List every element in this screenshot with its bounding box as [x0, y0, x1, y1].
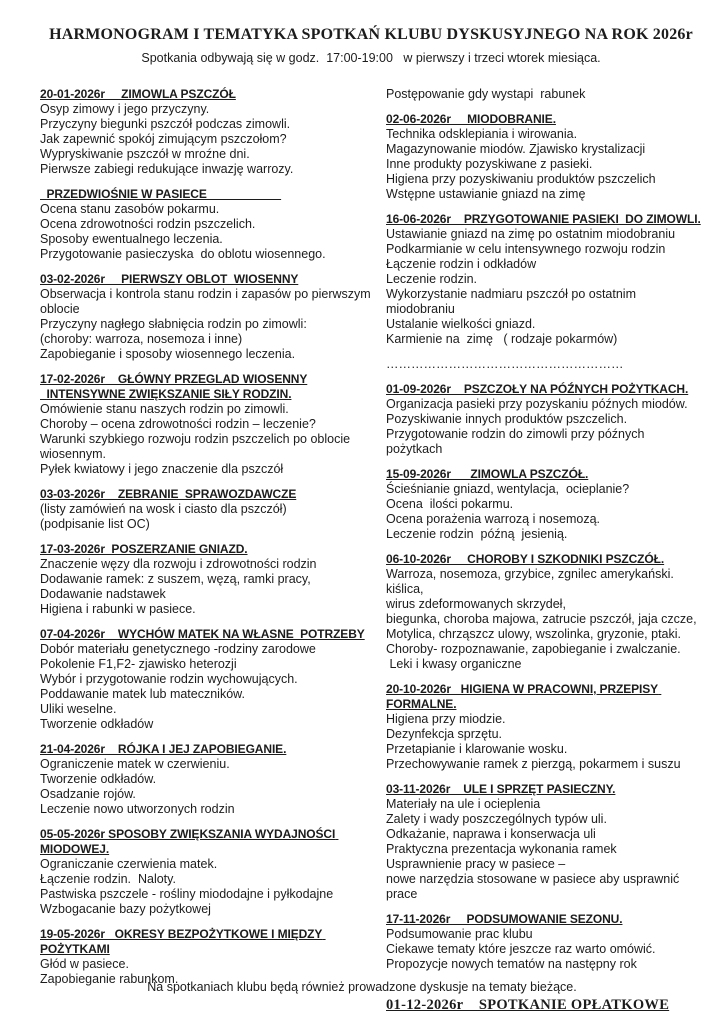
section-line: Ograniczenie matek w czerwieniu.	[40, 757, 230, 771]
schedule-section	[40, 827, 378, 917]
section-line: (listy zamówień na wosk i ciasto dla pszczół)	[40, 502, 287, 516]
section-heading: 21-04-2026r RÓJKA I JEJ ZAPOBIEGANIE.	[40, 742, 287, 756]
section-line: Pyłek kwiatowy i jego znaczenie dla pszczół	[40, 462, 284, 476]
section-line: Ocena ilości pokarmu.	[386, 497, 514, 511]
section-heading: 03-11-2026r ULE I SPRZĘT PASIECZNY.	[386, 782, 616, 796]
section-line: Technika odsklepiania i wirowania.	[386, 127, 578, 141]
right-column	[386, 87, 702, 1023]
section-heading: PRZEDWIOŚNIE W PASIECE	[40, 187, 282, 201]
section-line: Higiena i rabunki w pasiece.	[40, 602, 196, 616]
section-line: Podsumowanie prac klubu	[386, 927, 533, 941]
section-line: Jak zapewnić spokój zimującym pszczołom?	[40, 132, 287, 146]
schedule-section	[386, 112, 702, 202]
section-line: Ciekawe tematy które jeszcze raz warto omówić.	[386, 942, 656, 956]
section-line: Dobór materiału genetycznego -rodziny zarodowe	[40, 642, 316, 656]
schedule-section	[40, 272, 378, 362]
section-line: Ścieśnianie gniazd, wentylacja, ocieplanie?	[386, 482, 630, 496]
section-heading: 20-01-2026r ZIMOWLA PSZCZÓŁ	[40, 87, 236, 101]
section-line: Praktyczna prezentacja wykonania ramek	[386, 842, 617, 856]
section-line: Wypryskiwanie pszczół w mroźne dni.	[40, 147, 250, 161]
section-line: Przygotowanie pasieczyska do oblotu wiosennego.	[40, 247, 326, 261]
schedule-section	[386, 998, 702, 1013]
section-line: Wykorzystanie nadmiaru pszczół po ostatnim miodobraniu	[386, 287, 640, 316]
section-heading: 15-09-2026r ZIMOWLA PSZCZÓŁ.	[386, 467, 589, 481]
section-line: Dezynfekcja sprzętu.	[386, 727, 503, 741]
section-line: Dodawanie ramek: z suszem, węzą, ramki pracy,	[40, 572, 311, 586]
section-line: Usprawnienie pracy w pasiece –	[386, 857, 566, 871]
schedule-section	[40, 542, 378, 617]
section-line: Wzbogacanie bazy pożytkowej	[40, 902, 211, 916]
section-line: Ograniczanie czerwienia matek.	[40, 857, 218, 871]
section-line: oblocie	[40, 302, 80, 316]
section-line: Przyczyny biegunki pszczół podczas zimowli.	[40, 117, 291, 131]
section-line: Tworzenie odkładów	[40, 717, 154, 731]
section-line: Warroza, nosemoza, grzybice, zgnilec amerykański. kiślica,	[386, 567, 678, 596]
section-line: Pastwiska pszczele - rośliny miododajne i pyłkodajne	[40, 887, 334, 901]
section-line: Leczenie nowo utworzonych rodzin	[40, 802, 235, 816]
section-line: Warunki szybkiego rozwoju rodzin pszczelich po oblocie	[40, 432, 351, 446]
section-line: Higiena przy pozyskiwaniu produktów pszczelich	[386, 172, 656, 186]
section-line: (podpisanie list OC)	[40, 517, 150, 531]
section-line: Łączenie rodzin. Naloty.	[40, 872, 176, 886]
schedule-section	[386, 212, 702, 347]
section-line: Higiena przy miodzie.	[386, 712, 506, 726]
section-line: Znaczenie węzy dla rozwoju i zdrowotności rodzin	[40, 557, 317, 571]
section-line: Leczenie rodzin późną jesienią.	[386, 527, 568, 541]
schedule-section	[386, 357, 702, 372]
section-line: Leki i kwasy organiczne	[386, 657, 522, 671]
section-line: Wstępne ustawianie gniazd na zimę	[386, 187, 586, 201]
section-line: (choroby: warroza, nosemoza i inne)	[40, 332, 243, 346]
section-heading: 07-04-2026r WYCHÓW MATEK NA WŁASNE POTRZEBY	[40, 627, 365, 641]
section-line: nowe narzędzia stosowane w pasiece aby usprawnić prace	[386, 872, 683, 901]
section-line: Głód w pasiece.	[40, 957, 129, 971]
schedule-section	[386, 382, 702, 457]
section-line: Ocena zdrowotności rodzin pszczelich.	[40, 217, 256, 231]
section-line: Przetapianie i klarowanie wosku.	[386, 742, 568, 756]
section-line: Choroby- rozpoznawanie, zapobieganie i zwalczanie.	[386, 642, 681, 656]
section-line: Obserwacja i kontrola stanu rodzin i zapasów po pierwszym	[40, 287, 371, 301]
section-line: Odkażanie, naprawa i konserwacja uli	[386, 827, 596, 841]
page-subtitle: Spotkania odbywają się w godz. 17:00-19:00 w pierwszy i trzeci wtorek miesiąca.	[141, 51, 601, 65]
schedule-columns	[40, 87, 702, 1023]
schedule-section	[40, 187, 378, 262]
page-title: HARMONOGRAM I TEMATYKA SPOTKAŃ KLUBU DYSKUSYJNEGO NA ROK 2026r	[49, 26, 693, 43]
section-heading: 17-02-2026r GŁÓWNY PRZEGLAD WIOSENNY	[40, 372, 308, 386]
section-line: wiosennym.	[40, 447, 106, 461]
section-heading: 20-10-2026r HIGIENA W PRACOWNI, PRZEPISY FORMALNE.	[386, 682, 662, 711]
section-line: Tworzenie odkładów.	[40, 772, 157, 786]
section-line: Podkarmianie w celu intensywnego rozwoju rodzin	[386, 242, 666, 256]
section-line: Przyczyny nagłego słabnięcia rodzin po zimowli:	[40, 317, 307, 331]
section-line: Materiały na ule i ocieplenia	[386, 797, 541, 811]
section-line: Zalety i wady poszczególnych typów uli.	[386, 812, 607, 826]
left-column	[40, 87, 378, 1023]
section-heading: 01-09-2026r PSZCZOŁY NA PÓŹNYCH POŻYTKACH.	[386, 382, 689, 396]
schedule-section	[386, 912, 702, 972]
section-line: Ocena stanu zasobów pokarmu.	[40, 202, 220, 216]
section-line: Zapobieganie rabunkom.	[40, 972, 179, 986]
section-heading: 16-06-2026r PRZYGOTOWANIE PASIEKI DO ZIMOWLI.	[386, 212, 701, 226]
section-line: Omówienie stanu naszych rodzin po zimowli.	[40, 402, 289, 416]
section-line: Pierwsze zabiegi redukujące inwazję warrozy.	[40, 162, 294, 176]
section-line: Przechowywanie ramek z pierzgą, pokarmem i suszu	[386, 757, 681, 771]
section-line: Inne produkty pozyskiwane z pasieki.	[386, 157, 593, 171]
section-line: biegunka, choroba majowa, zatrucie pszczół, jaja czcze,	[386, 612, 697, 626]
schedule-section	[40, 927, 378, 987]
section-line: Leczenie rodzin.	[386, 272, 478, 286]
section-line: Karmienie na zimę ( rodzaje pokarmów)	[386, 332, 618, 346]
section-line: Uliki weselne.	[40, 702, 117, 716]
section-heading: 01-12-2026r SPOTKANIE OPŁATKOWE	[386, 997, 670, 1013]
schedule-section	[40, 487, 378, 532]
section-line: Zapobieganie i sposoby wiosennego leczenia.	[40, 347, 296, 361]
section-line: Organizacja pasieki przy pozyskaniu późnych miodów.	[386, 397, 688, 411]
schedule-section	[40, 87, 378, 177]
section-heading: 19-05-2026r OKRESY BEZPOŻYTKOWE I MIĘDZY POŻYTKAMI	[40, 927, 326, 956]
page-footer: Na spotkaniach klubu będą również prowadzone dyskusje na tematy bieżące.	[147, 980, 577, 994]
schedule-section	[40, 372, 378, 477]
section-line: Motylica, chrząszcz ulowy, wszolinka, gryzonie, ptaki.	[386, 627, 682, 641]
section-heading: 02-06-2026r MIODOBRANIE.	[386, 112, 556, 126]
section-heading: 05-05-2026r SPOSOBY ZWIĘKSZANIA WYDAJNOŚCI MIODOWEJ.	[40, 827, 339, 856]
section-heading: 06-10-2026r CHOROBY I SZKODNIKI PSZCZÓŁ.	[386, 552, 665, 566]
section-line: Pokolenie F1,F2- zjawisko heterozji	[40, 657, 237, 671]
schedule-section	[386, 552, 702, 672]
schedule-section	[386, 682, 702, 772]
section-line: Dodawanie nadstawek	[40, 587, 166, 601]
section-line: Ustawianie gniazd na zimę po ostatnim miodobraniu	[386, 227, 676, 241]
section-line: Przygotowanie rodzin do zimowli przy późnych pożytkach	[386, 427, 648, 456]
section-line: Osyp zimowy i jego przyczyny.	[40, 102, 210, 116]
section-line: Propozycje nowych tematów na następny rok	[386, 957, 637, 971]
section-heading: 17-03-2026r POSZERZANIE GNIAZD.	[40, 542, 248, 556]
section-line: Sposoby ewentualnego leczenia.	[40, 232, 223, 246]
section-line: wirus zdeformowanych skrzydeł,	[386, 597, 566, 611]
section-line: Ocena porażenia warrozą i nosemozą.	[386, 512, 601, 526]
section-line: Pozyskiwanie innych produktów pszczelich.	[386, 412, 628, 426]
section-line: Łączenie rodzin i odkładów	[386, 257, 537, 271]
section-line: Magazynowanie miodów. Zjawisko krystalizacji	[386, 142, 646, 156]
section-line: Osadzanie rojów.	[40, 787, 136, 801]
section-line: Postępowanie gdy wystapi rabunek	[386, 87, 586, 101]
schedule-section	[386, 782, 702, 902]
section-heading: 17-11-2026r PODSUMOWANIE SEZONU.	[386, 912, 623, 926]
section-heading: 03-02-2026r PIERWSZY OBLOT WIOSENNY	[40, 272, 299, 286]
section-line: Wybór i przygotowanie rodzin wychowujących.	[40, 672, 298, 686]
schedule-section	[386, 467, 702, 542]
section-line: Choroby – ocena zdrowotności rodzin – leczenie?	[40, 417, 316, 431]
section-heading: INTENSYWNE ZWIĘKSZANIE SIŁY RODZIN.	[40, 387, 292, 401]
section-line: …………………………………………………	[386, 357, 624, 371]
section-line: Poddawanie matek lub mateczników.	[40, 687, 245, 701]
section-heading: 03-03-2026r ZEBRANIE SPRAWOZDAWCZE	[40, 487, 297, 501]
section-line: Ustalanie wielkości gniazd.	[386, 317, 536, 331]
schedule-section	[40, 627, 378, 732]
schedule-section	[40, 742, 378, 817]
schedule-section	[386, 87, 702, 102]
